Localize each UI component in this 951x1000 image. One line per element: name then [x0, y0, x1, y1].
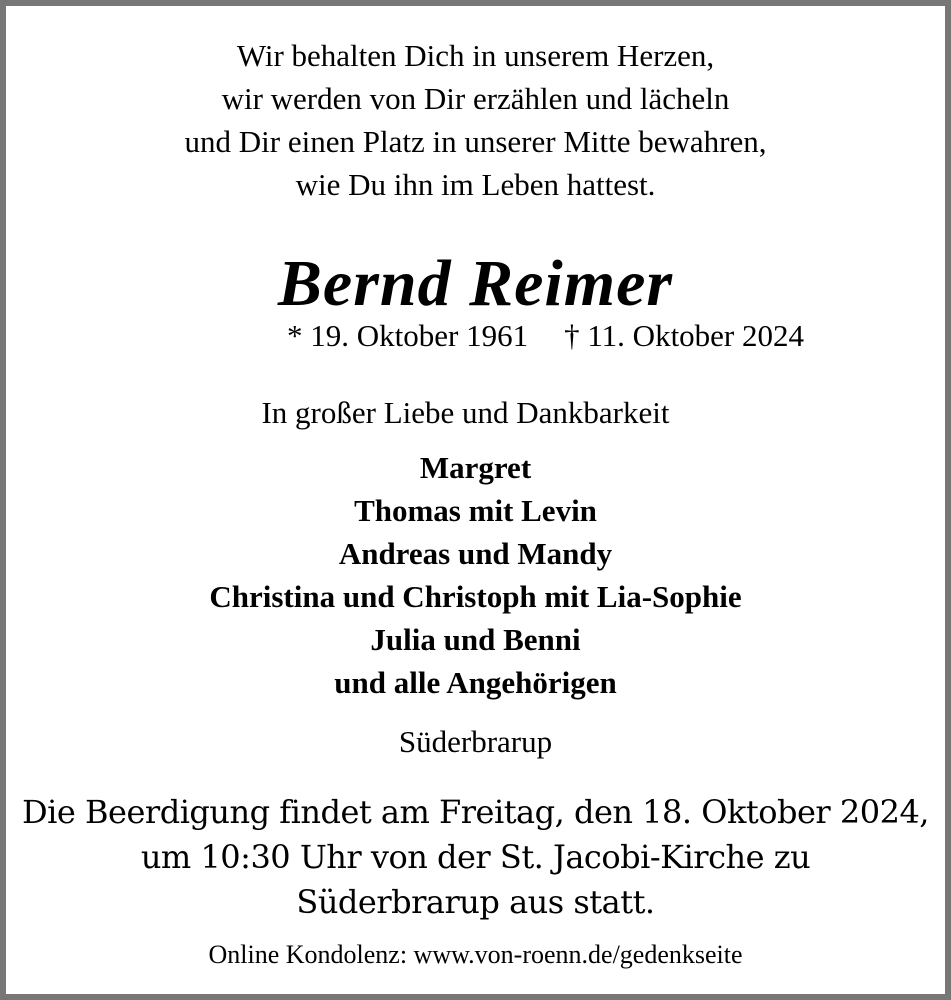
birth-date: * 19. Oktober 1961 — [286, 318, 529, 353]
deceased-name: Bernd Reimer — [277, 247, 674, 320]
life-dates — [12, 316, 939, 356]
poem-line-2: wir werden von Dir erzählen und lächeln — [221, 81, 730, 116]
mourner-1: Margret — [419, 450, 532, 485]
funeral-line-1: Die Beerdigung findet am Freitag, den 18. Oktober 2024, — [22, 793, 929, 831]
online-condolence: Online Kondolenz: www.von-roenn.de/gedenkseite — [208, 940, 743, 969]
poem-line-1: Wir behalten Dich in unserem Herzen, — [236, 38, 715, 73]
mourner-4: Christina und Christoph mit Lia-Sophie — [209, 579, 742, 614]
mourners-list — [12, 446, 939, 704]
mourner-5: Julia und Benni — [370, 622, 581, 657]
poem-line-3: und Dir einen Platz in unserer Mitte bewahren, — [184, 124, 767, 159]
poem-line-4: wie Du ihn im Leben hattest. — [295, 167, 656, 202]
death-date: † 11. Oktober 2024 — [564, 318, 805, 353]
place-name: Süderbrarup — [398, 724, 553, 759]
mourner-3: Andreas und Mandy — [338, 536, 613, 571]
poem-verse — [12, 34, 939, 206]
funeral-line-2: um 10:30 Uhr von der St. Jacobi-Kirche zu — [140, 838, 811, 876]
funeral-announcement — [12, 790, 939, 925]
funeral-line-3: Süderbrarup aus statt. — [296, 883, 655, 921]
mourner-6: und alle Angehörigen — [334, 665, 617, 700]
dedication-text: In großer Liebe und Dankbarkeit — [261, 395, 670, 430]
mourner-2: Thomas mit Levin — [354, 493, 597, 528]
